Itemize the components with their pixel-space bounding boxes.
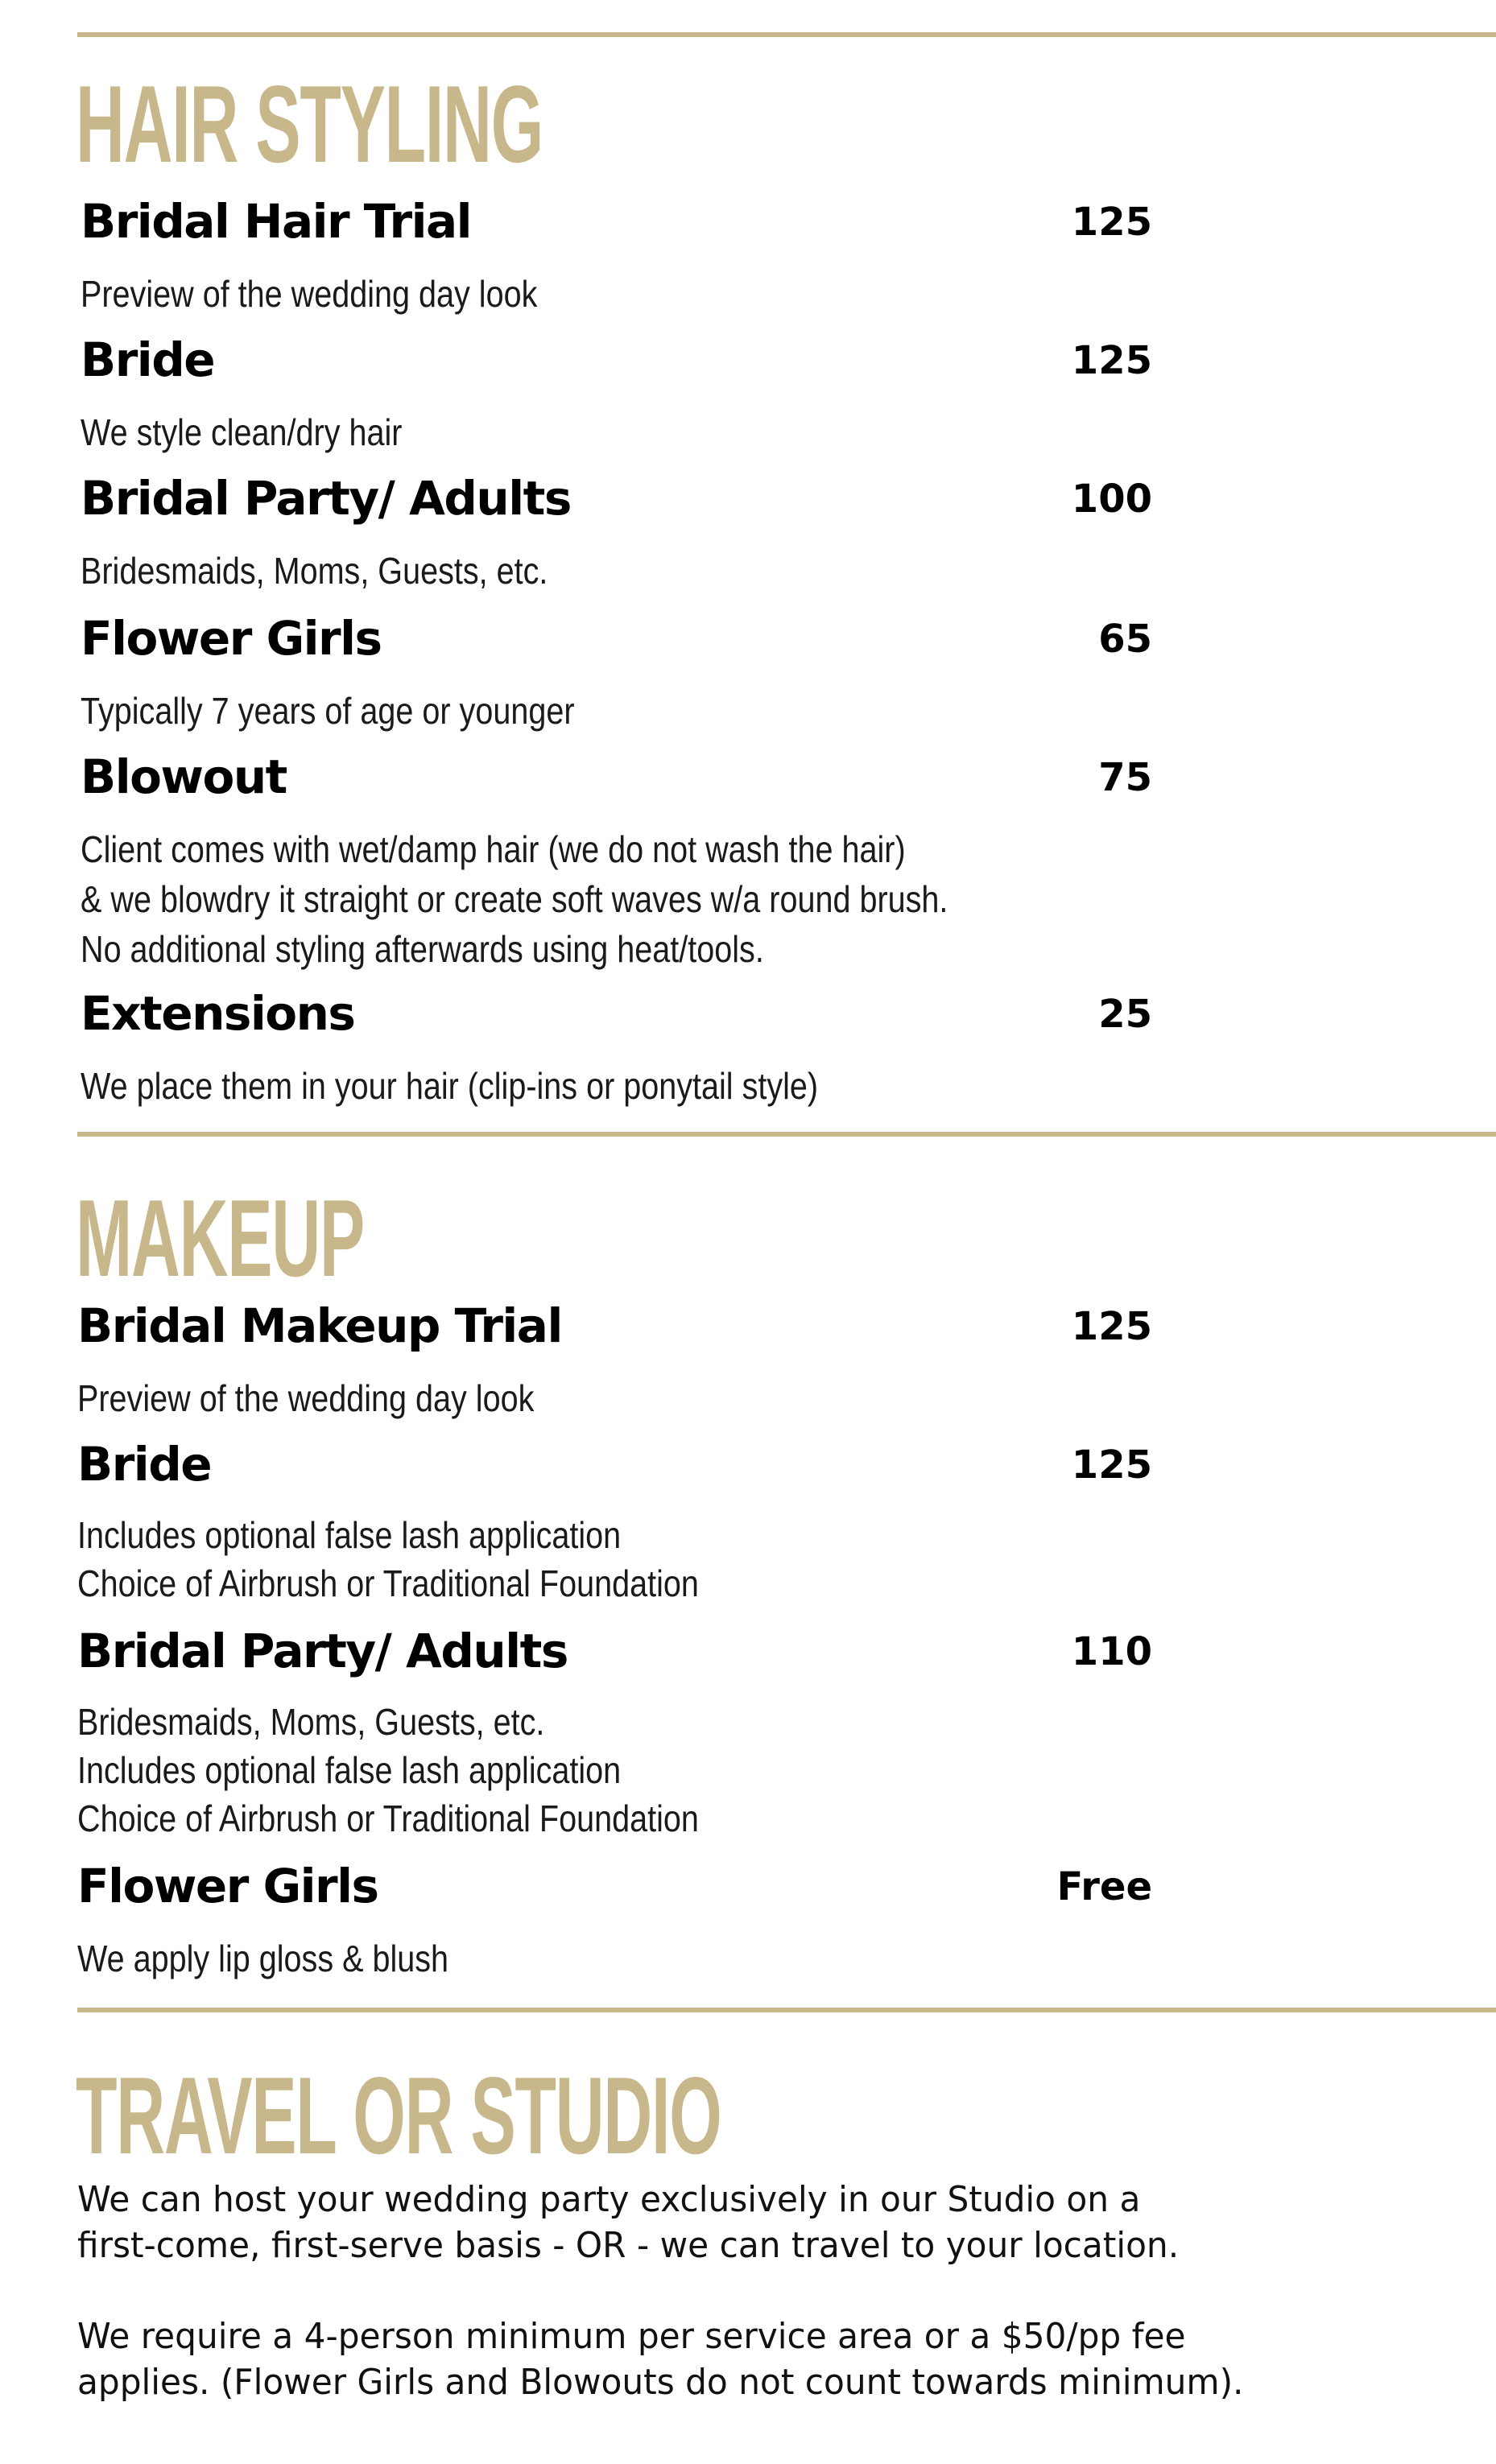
hair-item-desc: We style clean/dry hair [81,411,403,453]
makeup-item-price: Free [1056,1864,1152,1909]
hair-item-desc: No additional styling afterwards using heat/tools. [81,928,764,970]
makeup-item-price: 110 [1071,1629,1152,1674]
makeup-item-title: Bride [77,1437,212,1492]
makeup-item-title: Flower Girls [77,1859,378,1913]
makeup-item-desc: Includes optional false lash application [77,1749,622,1791]
hair-item-desc: Typically 7 years of age or younger [81,690,575,732]
travel-heading: TRAVEL OR STUDIO [76,2054,721,2177]
hair-item-price: 100 [1071,477,1152,522]
hair-item-desc: Bridesmaids, Moms, Guests, etc. [81,550,548,592]
travel-paragraph-line: applies. (Flower Girls and Blowouts do not count towards minimum). [77,2362,1244,2403]
makeup-item-title: Bridal Makeup Trial [77,1298,562,1353]
travel-paragraph-line: We require a 4-person minimum per service area or a $50/pp fee [77,2316,1186,2357]
hair-item-title: Bride [81,332,215,387]
makeup-item-desc: Choice of Airbrush or Traditional Foundation [77,1562,699,1604]
hair-item-title: Blowout [81,749,287,804]
hair-item-desc: We place them in your hair (clip-ins or ponytail style) [81,1065,819,1107]
hair-item-price: 125 [1071,200,1152,245]
travel-paragraph-line: first-come, first-serve basis - OR - we can travel to your location. [77,2225,1180,2266]
hair-item-title: Bridal Party/ Adults [81,471,571,526]
hair-styling-heading: HAIR STYLING [76,63,543,185]
travel-divider [77,2008,1496,2012]
hair-item-title: Extensions [81,986,355,1041]
makeup-item-title: Bridal Party/ Adults [77,1624,568,1678]
travel-paragraph-line: We can host your wedding party exclusively in our Studio on a [77,2179,1141,2220]
makeup-divider [77,1132,1496,1137]
makeup-item-desc: Bridesmaids, Moms, Guests, etc. [77,1701,545,1743]
makeup-item-desc: Includes optional false lash application [77,1514,622,1556]
hair-item-title: Flower Girls [81,611,382,666]
hair-item-desc: Preview of the wedding day look [81,273,538,315]
makeup-heading: MAKEUP [76,1177,364,1299]
makeup-item-price: 125 [1071,1442,1152,1488]
hair-item-price: 65 [1098,617,1152,662]
hair-item-price: 125 [1071,338,1152,383]
hair-item-price: 75 [1098,755,1152,800]
makeup-item-desc: We apply lip gloss & blush [77,1938,449,1979]
hair-item-desc: & we blowdry it straight or create soft waves w/a round brush. [81,878,948,920]
makeup-item-price: 125 [1071,1304,1152,1349]
makeup-item-desc: Choice of Airbrush or Traditional Foundation [77,1797,699,1839]
hair-item-title: Bridal Hair Trial [81,194,471,249]
hair-item-price: 25 [1098,992,1152,1037]
makeup-item-desc: Preview of the wedding day look [77,1377,535,1419]
top-divider [77,32,1496,37]
hair-item-desc: Client comes with wet/damp hair (we do not wash the hair) [81,828,906,870]
